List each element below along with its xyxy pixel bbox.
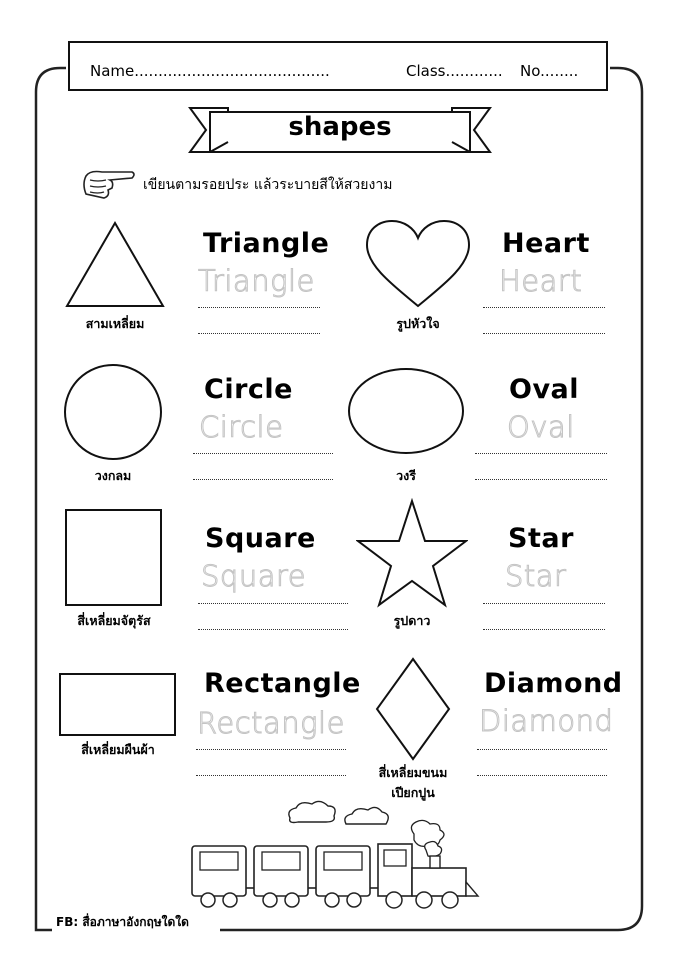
trace-triangle[interactable]: Triangle (198, 264, 315, 298)
writing-line[interactable] (198, 307, 320, 308)
writing-line[interactable] (483, 307, 605, 308)
thai-label-star: รูปดาว (393, 613, 431, 628)
writing-line[interactable] (483, 603, 605, 604)
trace-square[interactable]: Square (201, 559, 307, 593)
thai-label-diamond-line2: เปียกปูน (391, 785, 435, 800)
trace-heart[interactable]: Heart (499, 264, 583, 298)
thai-label-heart: รูปหัวใจ (396, 316, 440, 331)
writing-line[interactable] (198, 603, 348, 604)
word-square: Square (205, 523, 316, 554)
thai-label-circle: วงกลม (94, 468, 132, 483)
square-shape (64, 508, 164, 608)
name-bar (68, 41, 608, 91)
word-diamond: Diamond (484, 668, 623, 699)
writing-line[interactable] (475, 453, 607, 454)
writing-line[interactable] (475, 479, 607, 480)
instruction-text: เขียนตามรอยประ แล้วระบายสีให้สวยงาม (143, 177, 393, 193)
word-star: Star (508, 523, 574, 554)
trace-oval[interactable]: Oval (507, 410, 575, 444)
word-oval: Oval (509, 374, 580, 405)
word-triangle: Triangle (203, 228, 330, 259)
thai-label-triangle: สามเหลี่ยม (85, 316, 145, 331)
diamond-shape (374, 656, 452, 762)
trace-star[interactable]: Star (505, 559, 567, 593)
word-heart: Heart (502, 228, 590, 259)
thai-label-square: สี่เหลี่ยมจัตุรัส (77, 613, 151, 628)
writing-line[interactable] (477, 749, 607, 750)
number-field[interactable]: No........ (520, 62, 579, 80)
word-rectangle: Rectangle (204, 668, 361, 699)
pointing-hand-icon (76, 168, 136, 202)
writing-line[interactable] (477, 775, 607, 776)
word-circle: Circle (204, 374, 293, 405)
trace-rectangle[interactable]: Rectangle (197, 706, 345, 740)
writing-line[interactable] (196, 749, 346, 750)
rectangle-shape (58, 672, 178, 738)
worksheet-title: shapes (288, 112, 392, 142)
thai-label-oval: วงรี (396, 468, 416, 483)
thai-label-rectangle: สี่เหลี่ยมผืนผ้า (81, 742, 155, 757)
trace-diamond[interactable]: Diamond (479, 704, 614, 738)
footer-credit: FB: สื่อภาษาอังกฤษใดใด (52, 913, 193, 932)
writing-line[interactable] (198, 629, 348, 630)
thai-label-diamond: สี่เหลี่ยมขนม (378, 765, 448, 780)
triangle-shape (64, 220, 166, 310)
writing-line[interactable] (198, 333, 320, 334)
writing-line[interactable] (193, 453, 333, 454)
trace-circle[interactable]: Circle (199, 410, 284, 444)
oval-shape (346, 366, 466, 456)
heart-shape (364, 218, 472, 310)
writing-line[interactable] (483, 629, 605, 630)
writing-line[interactable] (196, 775, 346, 776)
steam-train-icon (186, 818, 486, 914)
writing-line[interactable] (483, 333, 605, 334)
writing-line[interactable] (193, 479, 333, 480)
name-field[interactable]: Name......................................... (90, 62, 330, 80)
star-shape (356, 498, 468, 608)
circle-shape (62, 362, 164, 462)
class-field[interactable]: Class............ (406, 62, 503, 80)
